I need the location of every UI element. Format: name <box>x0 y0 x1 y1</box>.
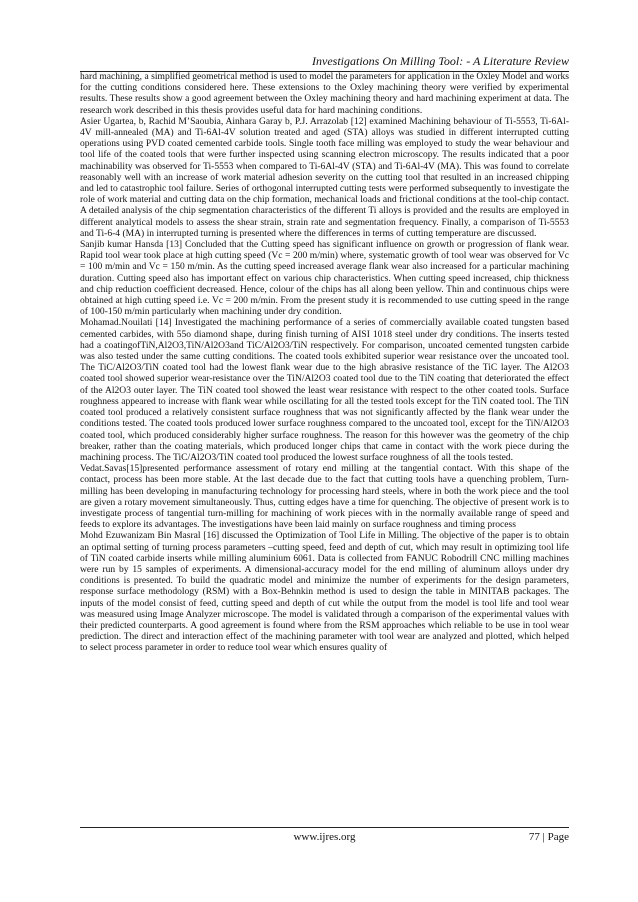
paragraph-ugartea-ti-alloys: Asier Ugartea, b, Rachid M’Saoubia, Ainhara Garay b, P.J. Arrazolab [12] examined Machining behaviour of Ti-5553, Ti-6Al-4V mill-annealed (MA) and Ti-6Al-4V solution treated and aged (STA) alloys was studied in different interrupted cutting operations using PVD coated cemented carbide tools. Single tooth face milling was employed to study the wear behaviour and tool life of the coated tools that were further inspected using scanning electron microscopy. The results indicated that a poor machinability was observed for Ti-5553 when compared to Ti-6Al-4V (STA) and Ti-6Al-4V (MA). This was found to correlate reasonably well with an increase of work material adhesion severity on the cutting tool that resulted in an increased chipping and led to catastrophic tool failure. Series of orthogonal interrupted cutting tests were performed subsequently to investigate the role of work material and cutting data on the chip formation, mechanical loads and frictional conditions at the tool-chip contact. A detailed analysis of the chip segmentation characteristics of the different Ti alloys is provided and the results are employed in different analytical models to assess the shear strain, strain rate and segmentation frequency. Finally, a comparison of Ti-5553 and Ti-6-4 (MA) in interrupted turning is presented where the differences in terms of cutting temperature are discussed. <box>80 115 569 239</box>
running-header-title: Investigations On Milling Tool: - A Literature Review <box>312 54 569 68</box>
paragraph-masral-tool-life: Mohd Ezuwanizam Bin Masral [16] discussed the Optimization of Tool Life in Milling. The objective of the paper is to obtain an optimal setting of turning process parameters –cutting speed, feed and depth of cut, which may result in optimizing tool life of TiN coated carbide inserts while milling aluminium 6061. Data is collected from FANUC Robodrill CNC milling machines were run by 15 samples of experiments. A dimensional-accuracy model for the end milling of aluminum alloys under dry conditions is presented. To build the quadratic model and minimize the number of experiments for the design parameters, response surface methodology (RSM) with a Box-Behnkin method is used to design the table in MINITAB packages. The inputs of the model consist of feed, cutting speed and depth of cut while the output from the model is tool life and tool wear was measured using Image Analyzer microscope. The model is validated through a comparison of the experimental values with their predicted counterparts. A good agreement is found where from the RSM approaches which reliable to be use in tool wear prediction. The direct and interaction effect of the machining parameter with tool wear are analyzed and plotted, which helped to select process parameter in order to reduce tool wear which ensures quality of <box>80 530 569 654</box>
paragraph-savas-turn-milling: Vedat.Savas[15]presented performance assessment of rotary end milling at the tangential contact. With this shape of the contact, process has been more stable. At the last decade due to the fact that cutting tools have a quenching problem, Turn-milling has been developing in manufacturing technology for processing hard steels, where in both the work piece and the tool are given a rotary movement simultaneously. Thus, cutting edges have a time for quenching. The objective of present work is to investigate process of tangential turn-milling for machining of work pieces with in the normally available range of speed and feeds to explore its advantages. The investigations have been laid mainly on surface roughness and timing process <box>80 463 569 531</box>
body-text <box>80 71 569 823</box>
paragraph-nouilati-coated-carbides: Mohamad.Nouilati [14] Investigated the machining performance of a series of commercially available coated tungsten based cemented carbides, with 55o diamond shape, during finish turning of AISI 1018 steel under dry conditions. The inserts tested had a coatingofTiN,Al2O3,TiN/Al2O3and TiC/Al2O3/TiN respectively. For comparison, uncoated cemented tungsten carbide was also tested under the same cutting conditions. The coated tools exhibited superior wear resistance over the uncoated tool. The TiC/Al2O3/TiN coated tool had the lowest flank wear due to the high abrasive resistance of the TiC layer. The Al2O3 coated tool showed superior wear-resistance over the TiN/Al2O3 coated tool due to the TiN coating that deteriorated the effect of the Al2O3 outer layer. The TiN coated tool showed the least wear resistance with respect to the other coated tools. Surface roughness appeared to increase with flank wear while oscillating for all the tested tools except for the TiN coated tool. The TiN coated tool produced a relatively consistent surface roughness that was not significantly affected by the flank wear under the conditions tested. The coated tools produced lower surface roughness compared to the uncoated tool, except for the TiN/Al2O3 coated tool, which produced considerably higher surface roughness. The reason for this however was the geometry of the chip breaker, rather than the coating materials, which produced longer chips that came in contact with the work piece during the machining process. The TiC/Al2O3/TiN coated tool produced the lowest surface roughness of all the tools tested. <box>80 317 569 463</box>
footer-divider <box>80 827 569 828</box>
paragraph-hard-machining: hard machining, a simplified geometrical method is used to model the parameters for application in the Oxley Model and works for the cutting conditions considered here. These extensions to the Oxley machining theory were verified by experimental results. These results show a good agreement between the Oxley machining theory and hard machining experiment at data. The research work described in this thesis provides useful data for hard machining conditions. <box>80 71 569 116</box>
footer-url: www.ijres.org <box>293 831 356 843</box>
page-number: 77 | Page <box>528 831 569 843</box>
paragraph-hansda-cutting-speed: Sanjib kumar Hansda [13] Concluded that the Cutting speed has significant influence on growth or progression of flank wear. Rapid tool wear took place at high cutting speed (Vc = 200 m/min) where, systematic growth of tool wear was observed for Vc = 100 m/min and Vc = 150 m/min. As the cutting speed increased average flank wear also increased for a particular machining duration. Cutting speed also has important effect on various chip characteristics. When cutting speed increased, chip thickness and chip reduction coefficient decreased. Hence, colour of the chips has all along been yellow. Thin and continuous chips were obtained at high cutting speed i.e. Vc = 200 m/min. From the present study it is recommended to use cutting speed in the range of 100-150 m/min particularly when machining under dry condition. <box>80 239 569 318</box>
